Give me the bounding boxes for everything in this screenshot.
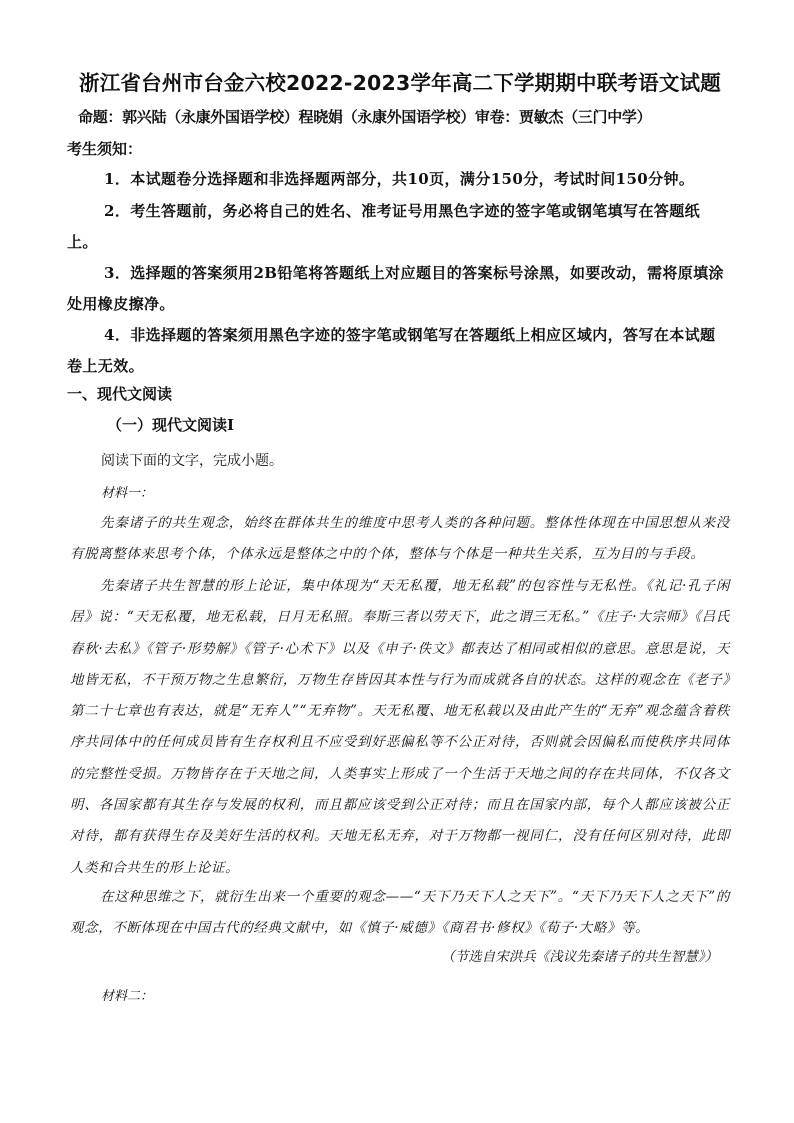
notice-item-3: 3．选择题的答案须用2B铅笔将答题纸上对应题目的答案标号涂黑，如要改动，需将原填涂处用橡皮擦净。: [67, 264, 724, 313]
notice-item-1: 1．本试题卷分选择题和非选择题两部分，共10页，满分150分，考试时间150分钟。: [104, 170, 695, 188]
subsection-heading: （一）现代文阅读Ⅰ: [107, 416, 235, 434]
material-1-paragraph: 先秦诸子的共生观念，始终在群体共生的维度中思考人类的各种问题。整体性体现在中国思想从来没有脱离整体来思考个体，个体永远是整体之中的个体，整体与个体是一种共生关系，互为目的与手段。: [70, 515, 730, 563]
section-heading: 一、现代文阅读: [67, 385, 173, 403]
material-1-paragraph: 在这种思维之下，就衍生出来一个重要的观念——“天下乃天下人之天下”。“天下乃天下人之天下”的观念，不断体现在中国古代的经典文献中，如《慎子·威德》《商君书·修权》《荀子·大略》等。: [70, 889, 730, 937]
material-1-label: 材料一：: [101, 486, 154, 501]
authors-line: 命题：郭兴陆（永康外国语学校）程晓娟（永康外国语学校）审卷：贾敏杰（三门中学）: [78, 108, 652, 126]
reading-instruction: 阅读下面的文字，完成小题。: [101, 453, 283, 469]
material-2-label: 材料二：: [101, 989, 154, 1004]
page-title: 浙江省台州市台金六校2022-2023学年高二下学期期中联考语文试题: [79, 71, 721, 95]
notice-item-2: 2．考生答题前，务必将自己的姓名、准考证号用黑色字迹的签字笔或钢笔填写在答题纸上。: [67, 202, 701, 251]
source-citation: （节选自宋洪兵《浅议先秦诸子的共生智慧》）: [441, 949, 718, 965]
notice-item-4: 4．非选择题的答案须用黑色字迹的签字笔或钢笔写在答题纸上相应区域内，答写在本试题卷上无效。: [67, 326, 716, 375]
notice-heading: 考生须知：: [67, 140, 143, 158]
material-1-paragraph: 先秦诸子共生智慧的形上论证，集中体现为“天无私覆，地无私载”的包容性与无私性。《礼记·孔子闲居》说：“天无私覆，地无私载，日月无私照。奉斯三者以劳天下，此之谓三无私。”《庄子·大宗师》《吕氏春秋·去私》《管子·形势解》《管子·心术下》以及《申子·佚文》都表达了相同或相似的意思。意思是说，天地皆无私，不干预万物之生息繁衍，万物生存皆因其本性与行为而成就各自的状态。这样的观念在《老子》第二十七章也有表达，就是“无弃人”“无弃物”。天无私覆、地无私载以及由此产生的“无弃”观念蕴含着秩序共同体中的任何成员皆有生存权利且不应受到好恶偏私等不公正对待，否则就会因偏私而使秩序共同体的完整性受损。万物皆存在于天地之间，人类事实上形成了一个生活于天地之间的存在共同体，不仅各文明、各国家都有其生存与发展的权利，而且都应该受到公正对待；而且在国家内部，每个人都应该被公正对待，都有获得生存及美好生活的权利。天地无私无弃，对于万物都一视同仁，没有任何区别对待，此即人类和合共生的形上论证。: [70, 578, 730, 876]
